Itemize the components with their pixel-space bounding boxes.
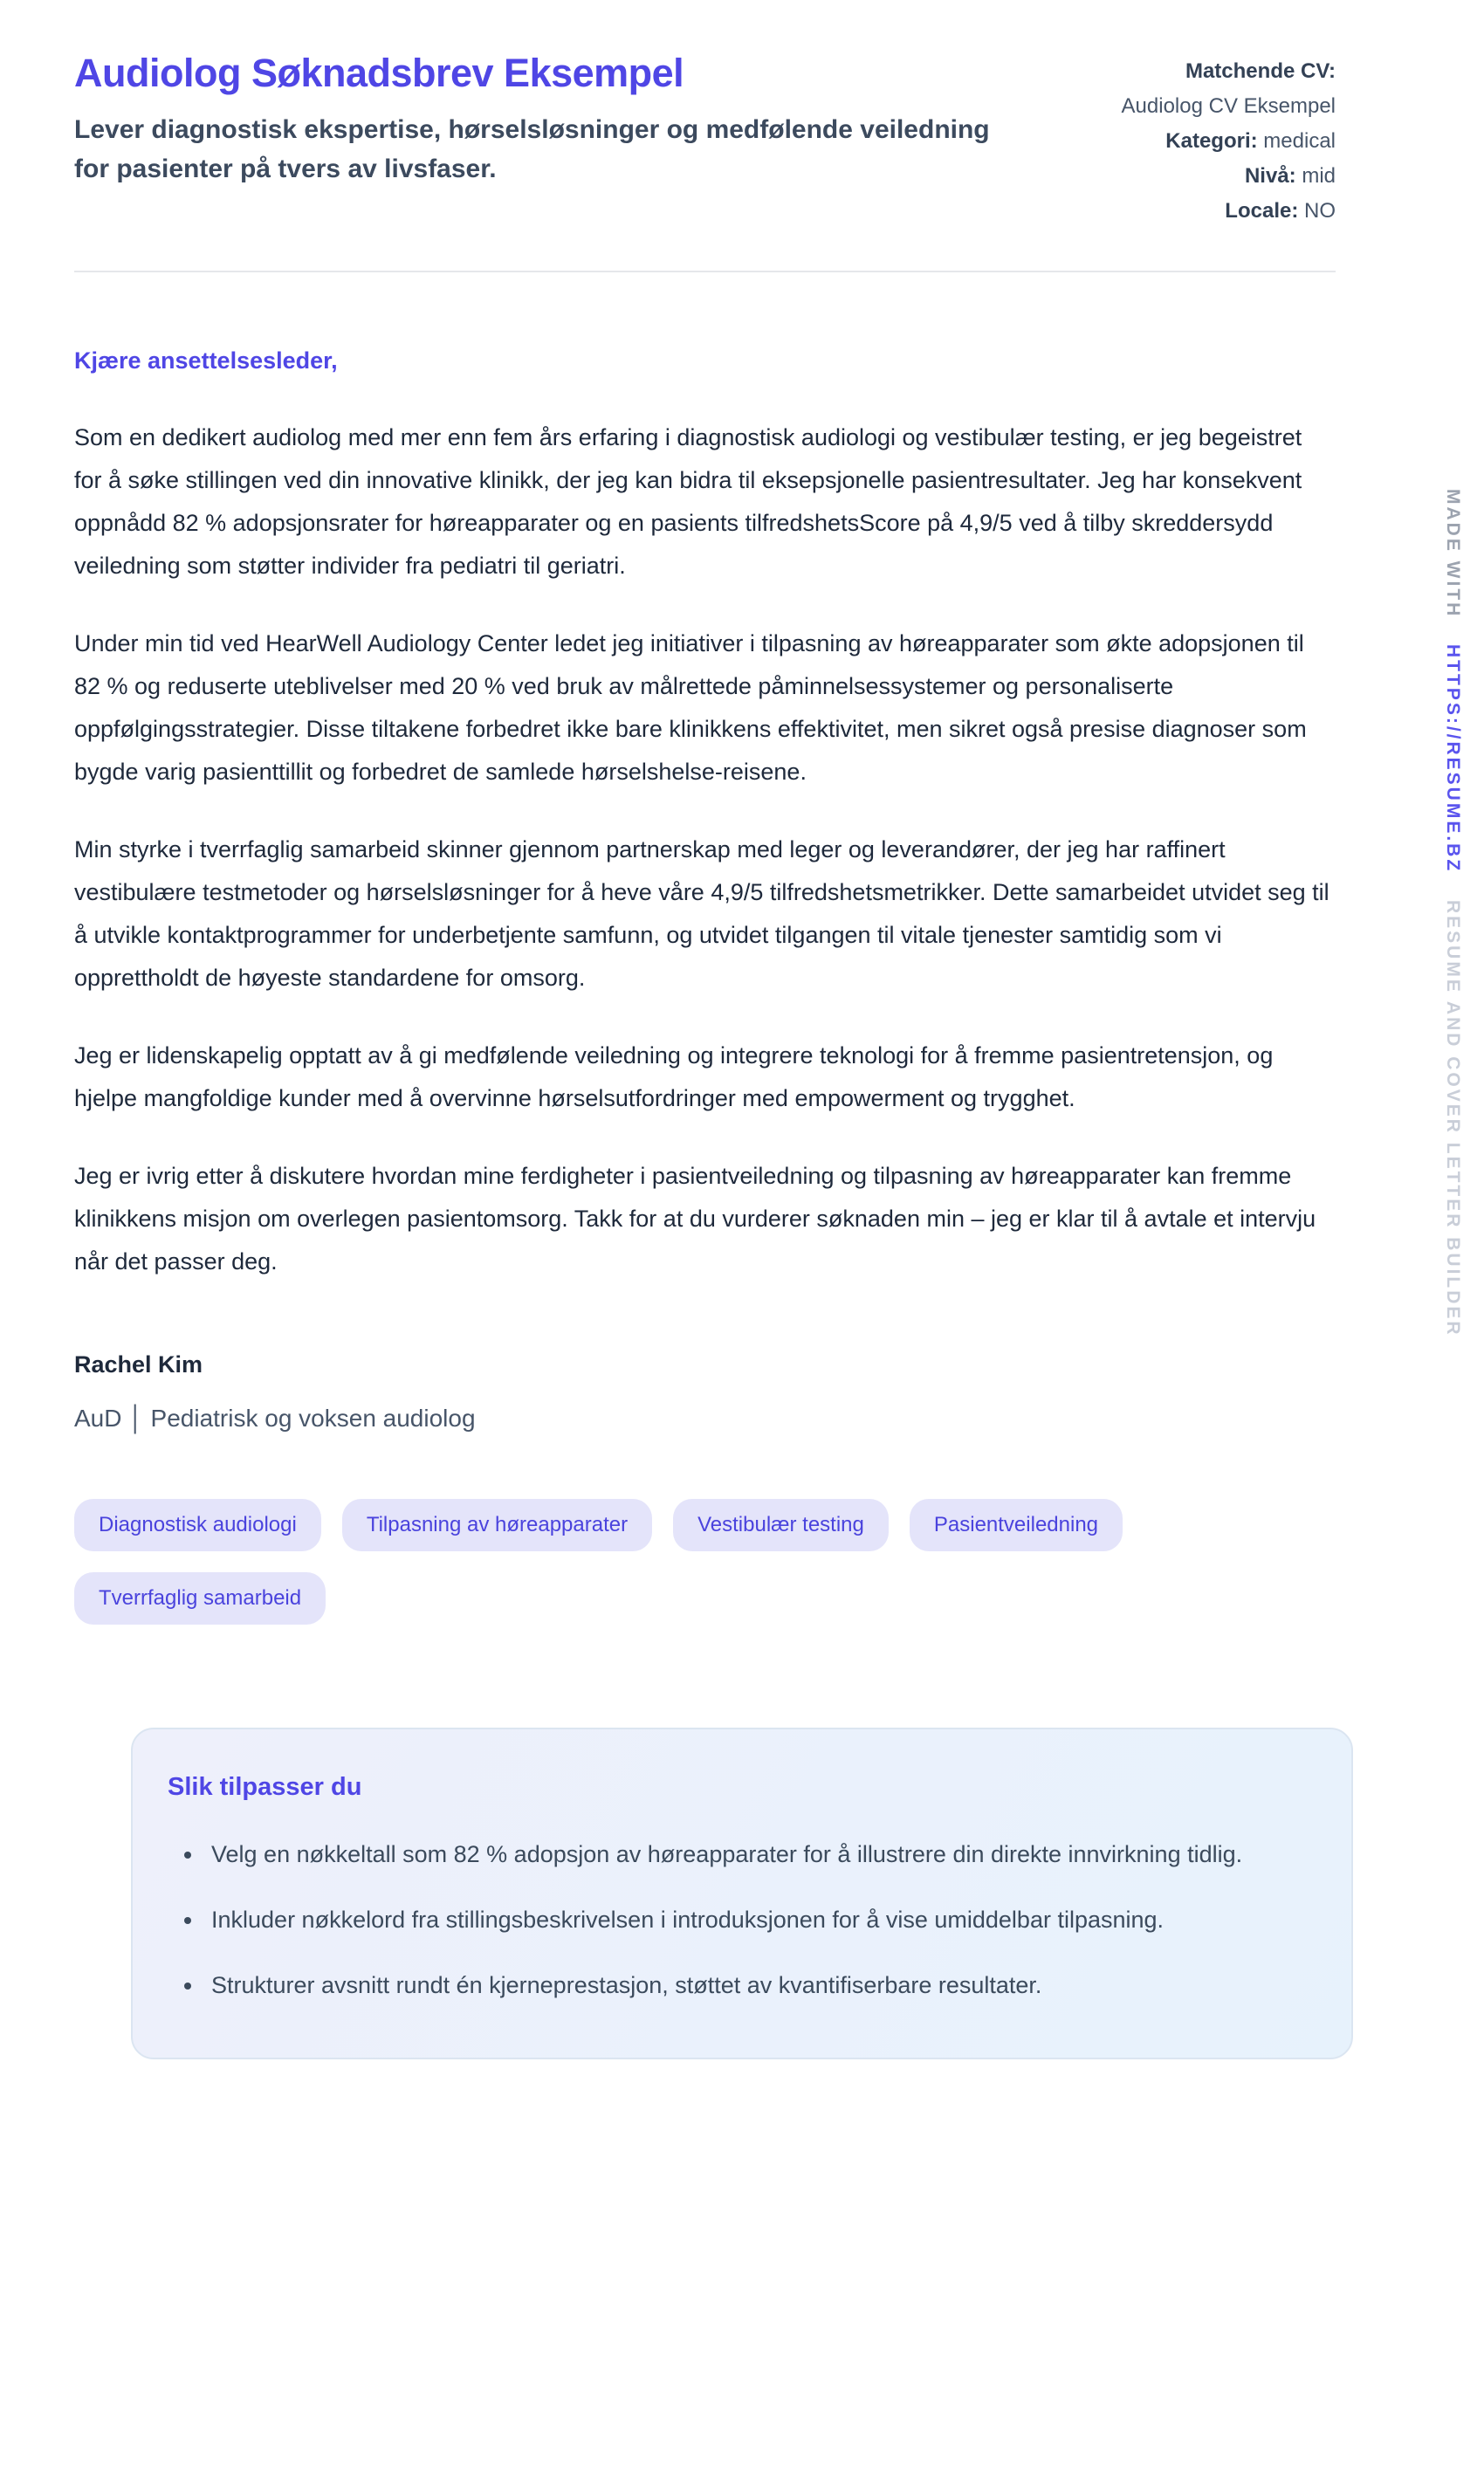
title-block	[74, 51, 1017, 189]
skill-tag: Vestibulær testing	[673, 1499, 889, 1551]
callout-bullet: • Velg en nøkkeltall som 82 % adopsjon av høreapparater for å illustrere din direkte innvirkning tidlig.	[204, 1833, 1302, 1876]
skill-tag: Diagnostisk audiologi	[74, 1499, 321, 1551]
letter-greeting: Kjære ansettelsesleder,	[74, 347, 338, 374]
meta-matching-cv-label: Matchende CV:	[1185, 59, 1336, 83]
signature-block	[74, 1351, 1336, 1433]
signature-title: AuD │ Pediatrisk og voksen audiolog	[74, 1405, 476, 1432]
header-divider	[74, 271, 1336, 272]
ribbon-resume-bz-link[interactable]: HTTPS://RESUME.BZ	[1443, 644, 1463, 874]
signature-name: Rachel Kim	[74, 1351, 203, 1378]
meta-level: Nivå: mid	[1244, 164, 1336, 188]
skill-tag: Tilpasning av høreapparater	[342, 1499, 652, 1551]
page-header	[74, 51, 1336, 229]
skill-tag-list	[74, 1499, 1296, 1625]
page-title: Audiolog Søknadsbrev Eksempel	[74, 51, 684, 95]
made-with-ribbon	[1442, 489, 1463, 1337]
meta-matching-cv-value: Audiolog CV Eksempel	[1121, 94, 1336, 118]
how-to-adapt-callout	[131, 1728, 1353, 2059]
callout-bullet: • Inkluder nøkkelord fra stillingsbeskrivelsen i introduksjonen for å vise umiddelbar tilpasning.	[204, 1899, 1302, 1942]
meta-panel	[1122, 51, 1336, 229]
meta-category: Kategori: medical	[1165, 129, 1336, 153]
callout-bullet-list	[168, 1833, 1302, 2007]
skill-tag: Tverrfaglig samarbeid	[74, 1572, 326, 1625]
callout-title: Slik tilpasser du	[168, 1773, 362, 1801]
letter-paragraph: Som en dedikert audiolog med mer enn fem års erfaring i diagnostisk audiologi og vestibulær testing, er jeg begeistret for å søke stillingen ved din innovative klinikk, der jeg kan bidra til eksepsjonelle pasientresultater. Jeg har konsekvent oppnådd 82 % adopsjonsrater for høreapparater og en pasients tilfredshetsScore på 4,9/5 ved å tilby skreddersydd veiledning som støtter individer fra pediatri til geriatri.	[74, 424, 1302, 579]
skill-tag: Pasientveiledning	[910, 1499, 1123, 1551]
meta-locale: Locale: NO	[1225, 199, 1336, 223]
ribbon-builder-label: RESUME AND COVER LETTER BUILDER	[1443, 899, 1463, 1337]
letter-paragraph: Jeg er ivrig etter å diskutere hvordan mine ferdigheter i pasientveiledning og tilpasning av høreapparater kan fremme klinikkens misjon om overlegen pasientomsorg. Takk for at du vurderer søknaden min – jeg er klar til å avtale et intervju når det passer deg.	[74, 1163, 1316, 1275]
letter-paragraph: Under min tid ved HearWell Audiology Center ledet jeg initiativer i tilpasning av høreapparater som økte adopsjonen til 82 % og reduserte uteblivelser med 20 % ved bruk av målrettede påminnelsessystemer og personaliserte oppfølgingsstrategier. Disse tiltakene forbedret ikke bare klinikkens effektivitet, men sikret også presise diagnoser som bygde varig pasienttillit og forbedret de samlede hørselshelse-reisene.	[74, 630, 1307, 785]
callout-bullet: • Strukturer avsnitt rundt én kjerneprestasjon, støttet av kvantifiserbare resultater.	[204, 1964, 1302, 2007]
letter-paragraph: Min styrke i tverrfaglig samarbeid skinner gjennom partnerskap med leger og leverandører, der jeg har raffinert vestibulære testmetoder og hørselsløsninger for å heve våre 4,9/5 tilfredshetsmetrikker. Dette samarbeidet utvidet seg til å utvikle kontaktprogrammer for underbetjente samfunn, og utvidet tilgangen til vitale tjenester samtidig som vi opprettholdt de høyeste standardene for omsorg.	[74, 836, 1329, 991]
letter-paragraph: Jeg er lidenskapelig opptatt av å gi medfølende veiledning og integrere teknologi for å fremme pasientretensjon, og hjelpe mangfoldige kunder med å overvinne hørselsutfordringer med empowerment og trygghet.	[74, 1042, 1274, 1111]
ribbon-made-with-label: MADE WITH	[1443, 489, 1463, 619]
letter-body	[74, 347, 1336, 1433]
page-subtitle: Lever diagnostisk ekspertise, hørselsløsninger og medfølende veiledning for pasienter på tvers av livsfaser.	[74, 114, 990, 183]
